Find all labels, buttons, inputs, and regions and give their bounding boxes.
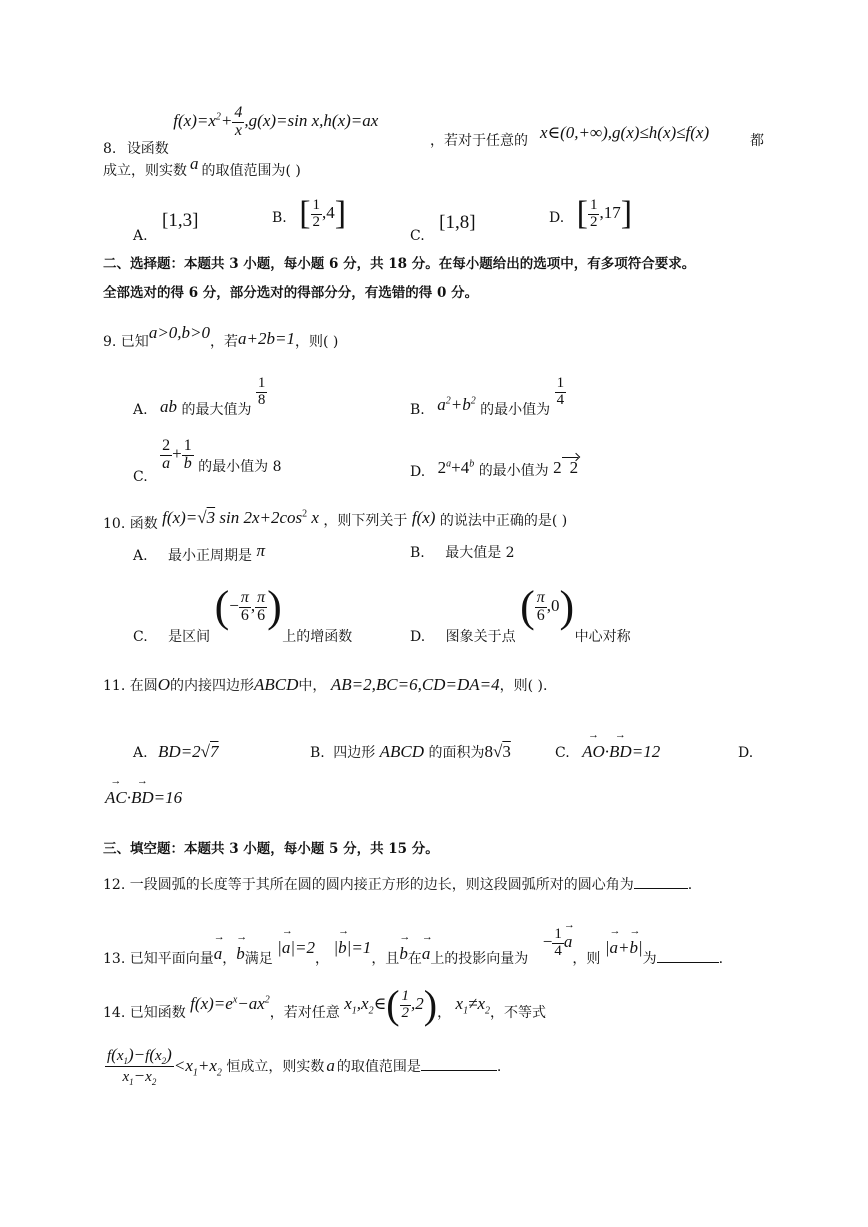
q8-option-d-value: [ $\frac{1}{2}$ ,17] [576, 195, 633, 232]
q8-formula: $f(x)=x^2+$ $\frac{4}{x}$ ,g(x)=sin x,h(x)=ax [173, 104, 379, 139]
q10-option-c-interval: (− $\frac{\pi}{6}$ , $\frac{\pi}{6}$ ) [214, 582, 282, 631]
q8-line2-end: 的取值范围为( ) [201, 163, 301, 179]
q13-vector-a: → a [214, 944, 223, 964]
q9-option-a: A. ab 的最大值为 $\frac{1}{8}$ [133, 375, 266, 419]
q13-norm-a: |→ a|=2 [277, 938, 315, 957]
q9-option-c-expr: $\frac{2}{a}$ + $\frac{1}{b}$ [162, 437, 192, 472]
q10-option-a-value: π [256, 541, 265, 560]
q8-option-a-value: [1,3] [162, 210, 199, 231]
q14-var-a: a [326, 1055, 335, 1075]
q11-option-b: B. 四边形 ABCD 的面积为8√3 [310, 742, 511, 761]
q13: 13. 已知平面向量→ a，→ b满足 |→ a|=2， |→ b|=1，且→ b在→ a上的投影向量为 − $\frac{1}{4}$ → a，则 |→ a+→ b|为 . [103, 927, 723, 960]
q10-option-c: C. 是区间 (− $\frac{\pi}{6}$ , $\frac{\pi}{6}$ ) 上的增函数 [133, 582, 353, 645]
q10-stem: 10. 函数 f(x)=√3 $\sin 2x+2\cos^2$ x ，则下列关于 f(x) 的说法中正确的是( ) [103, 508, 568, 532]
q10-option-a: A. 最小正周期是 π [133, 541, 265, 564]
q8-condition: x∈(0,+∞),g(x)≤h(x)≤f(x) [540, 123, 710, 142]
q11-option-c-value: → AO·→ BD=12 [582, 742, 660, 761]
q8-option-c-value: [1,8] [439, 212, 476, 233]
q14-line1: 14. 已知函数 $f(x)=e^x-ax^2$，若对任意 $x_1,x_2\in$( $\frac{1}{2}$ ,2)， $x_1\ne x_2$，不等式 [103, 982, 546, 1027]
q9-option-d-value: 2 2 [553, 458, 579, 477]
q13-answer-blank[interactable] [657, 962, 719, 963]
q8-option-c: C. [1,8] [410, 212, 476, 244]
q9-option-d-expr: $2^a+4^b$ [437, 458, 475, 477]
q8-prefix: 设函数 [126, 141, 169, 158]
q8-var: a [190, 154, 199, 173]
q9-option-a-value: $\frac{1}{8}$ [257, 375, 266, 408]
section3-heading: 三、填空题：本题共 3 小题，每小题 5 分，共 15 分。 [103, 841, 439, 857]
q14-inequality: $\frac{f(x_1)-f(x_2)}{x_1-x_2}$ $<x_1+x_2$ [107, 1045, 222, 1088]
q13-sum-norm: |→ a+→ b| [605, 938, 643, 957]
q8-line2 [103, 154, 301, 180]
q9-cond: a>0,b>0 [148, 323, 211, 342]
q11-option-c: C. → AO·→ BD=12 [555, 742, 660, 762]
q11-cond: AB=2,BC=6,CD=DA=4 [330, 675, 500, 694]
q11-circle: O [157, 675, 170, 694]
q11-option-a-value: BD=2√7 [158, 742, 219, 761]
q9-option-d: D. $2^a+4^b$ 的最小值为 2 2 [410, 458, 579, 480]
q8-option-b: B. [ $\frac{1}{2}$ ,4] [272, 195, 347, 232]
q12: 12. 一段圆弧的长度等于其所在圆的圆内接正方形的边长，则这段圆弧所对的圆心角为 . [103, 877, 693, 893]
q9-option-a-expr: ab [160, 397, 178, 417]
q9-option-b-value: $\frac{1}{4}$ [556, 375, 565, 408]
q13-projection: − $\frac{1}{4}$ → a [543, 932, 573, 951]
q11-stem: 11. 在圆O的内接四边形ABCD中， AB=2,BC=6,CD=DA=4，则( ). [103, 675, 548, 694]
q11-option-d-label: D. [738, 745, 754, 761]
section2-heading-line2: 全部选对的得 6 分，部分选对的得部分分，有选错的得 0 分。 [103, 285, 479, 301]
q14-answer-blank[interactable] [421, 1070, 497, 1071]
q13-vector-b: → b [236, 944, 245, 964]
q8-option-d: D. [ $\frac{1}{2}$ ,17] [549, 195, 633, 232]
q9-eq: a+2b=1 [238, 329, 295, 348]
q14-vars: $x_1,x_2\in$( $\frac{1}{2}$ ,2) [344, 982, 438, 1027]
q8-cond-prefix: ，若对于任意的 [430, 133, 528, 149]
q10-formula: f(x)=√3 $\sin 2x+2\cos^2$ x [162, 508, 319, 527]
q8-option-a: A. [1,3] [133, 210, 199, 244]
q10-option-b: B. 最大值是 2 [410, 545, 515, 561]
q14-line2: $\frac{f(x_1)-f(x_2)}{x_1-x_2}$ $<x_1+x_2$ 恒成立，则实数 a 的取值范围是 . [107, 1045, 502, 1088]
q11-option-a: A. BD=2√7 [133, 742, 219, 761]
q8-line2-text: 成立，则实数 [103, 163, 187, 179]
q14-neq: $x_1\ne x_2$ [455, 993, 490, 1017]
q9-option-b: B. $a^2+b^2$ 的最小值为 $\frac{1}{4}$ [410, 375, 565, 419]
q8-number: 8. [103, 141, 117, 158]
q11-quad: ABCD [254, 675, 299, 694]
q8-line1 [103, 102, 379, 158]
q9-stem: 9. 已知a>0,b>0，若a+2b=1，则( ) [103, 323, 339, 350]
q10-option-d: D. 图象关于点 ( $\frac{\pi}{6}$ ,0) 中心对称 [410, 582, 631, 645]
q10-fx: f(x) [411, 508, 436, 527]
q13-norm-b: |→ b|=1 [333, 938, 371, 957]
q8-suffix: 都 [750, 133, 764, 149]
q11-option-d-value: → AC·→ BD=16 [105, 788, 182, 808]
q10-option-d-point: ( $\frac{\pi}{6}$ ,0) [520, 582, 575, 631]
q8-option-b-value: [ $\frac{1}{2}$ ,4] [299, 195, 347, 232]
q9-option-c: C. $\frac{2}{a}$ + $\frac{1}{b}$ 的最小值为 8 [133, 437, 282, 486]
q9-option-b-expr: $a^2+b^2$ [437, 395, 476, 415]
q14-formula: $f(x)=e^x-ax^2$ [190, 993, 270, 1013]
section2-heading-line1: 二、选择题：本题共 3 小题，每小题 6 分，共 18 分。在每小题给出的选项中，有多项符合要求。 [103, 256, 696, 272]
q12-answer-blank[interactable] [634, 888, 688, 889]
q11-option-b-text: 四边形 ABCD 的面积为8√3 [333, 742, 511, 761]
